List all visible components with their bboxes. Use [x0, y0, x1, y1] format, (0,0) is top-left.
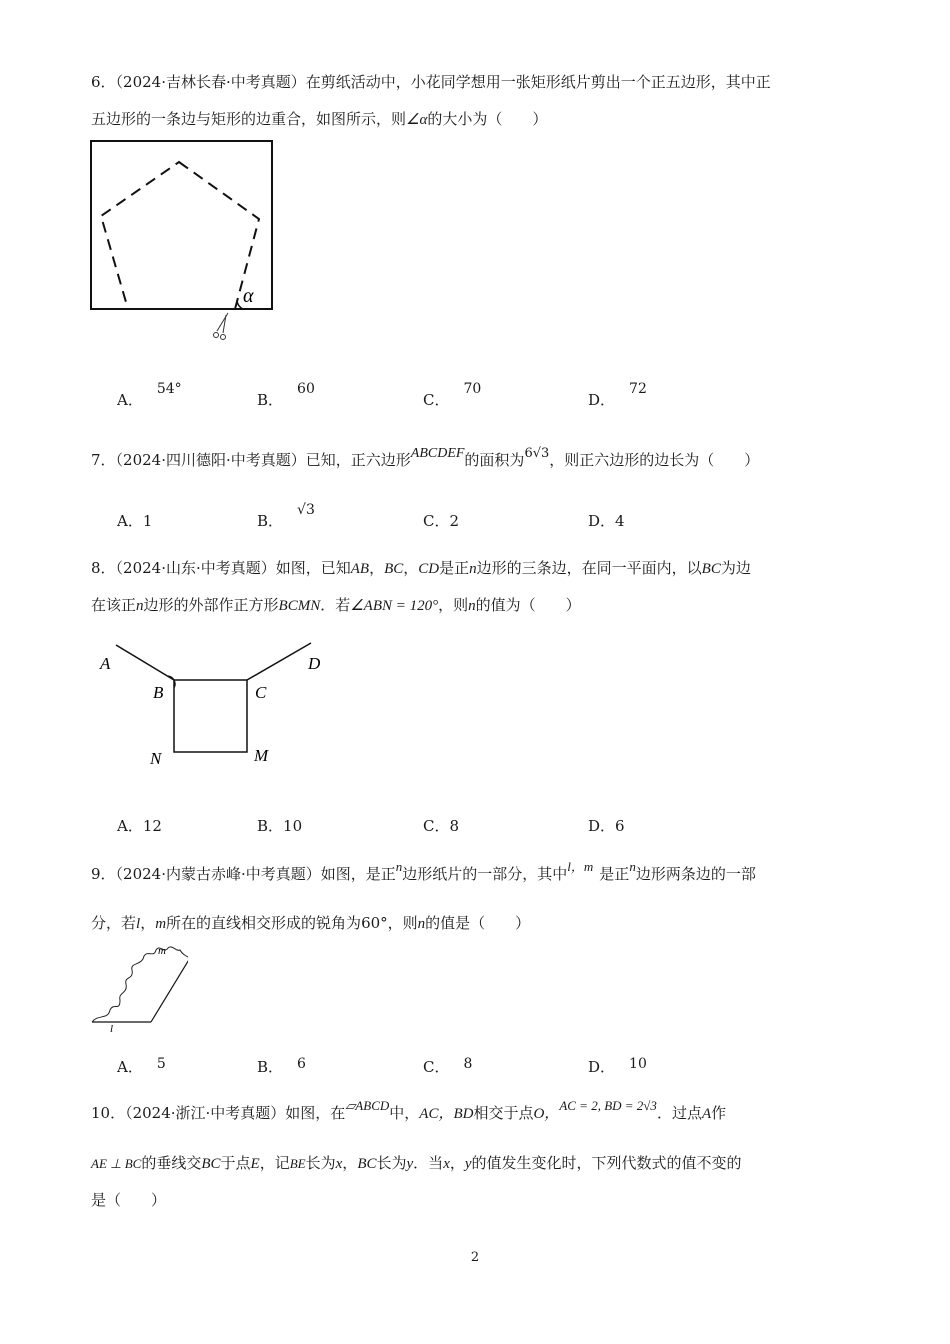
seg-bc: BC: [201, 1156, 221, 1172]
q7-polygon: ABCDEF: [410, 446, 465, 461]
option-letter: B．: [257, 1058, 284, 1076]
q6-stem-line2: [91, 109, 547, 130]
var-n: n: [629, 859, 636, 874]
option-letter: C．: [423, 512, 450, 530]
perp-ae-bc: AE ⊥ BC: [91, 1156, 142, 1171]
scissors-icon: [214, 313, 229, 340]
pentagon-dashed: [101, 162, 259, 309]
q10-text-2: 中，: [389, 1104, 420, 1122]
comma: ，: [369, 559, 385, 577]
q9-text-6: 所在的直线相交形成的锐角为: [166, 914, 362, 932]
segment-cd: [247, 643, 311, 680]
q7-text: 7．（2024·四川德阳·中考真题）已知，正六边形: [91, 451, 411, 469]
q10-stem-line2: [91, 1153, 742, 1174]
var-n: n: [468, 598, 476, 614]
condition: AC = 2, BD = 2√3: [559, 1098, 657, 1113]
point-e: E: [250, 1156, 260, 1172]
q9-stem-line2: [91, 913, 530, 934]
q10-stem-line3: 是（ ）: [91, 1191, 167, 1209]
option-value: 10: [283, 817, 303, 835]
option-letter: A．: [117, 391, 143, 409]
q8-text-5: 在该正: [91, 596, 137, 614]
var-n: n: [136, 598, 144, 614]
label-c: C: [255, 683, 267, 702]
q9-option-c[interactable]: [423, 1056, 472, 1077]
seg-bc: BC: [357, 1156, 377, 1172]
comma: ，: [403, 559, 419, 577]
q7-option-b[interactable]: [257, 502, 315, 531]
q9-text: 9．（2024·内蒙古赤峰·中考真题）如图，是正: [91, 865, 396, 883]
q9-text-4: 边形两条边的一部: [635, 865, 756, 883]
q8-text-6: 边形的外部作正方形: [143, 596, 279, 614]
var-n: n: [417, 916, 426, 932]
q9-option-a[interactable]: [117, 1056, 166, 1077]
option-value: 5: [156, 1056, 166, 1072]
option-letter: C．: [423, 817, 450, 835]
var-m: m: [155, 916, 167, 932]
option-letter: D．: [588, 391, 616, 409]
option-letter: D．: [588, 817, 616, 835]
option-letter: A．: [117, 1058, 143, 1076]
q10-text-8: ，记: [259, 1154, 290, 1172]
alpha-label: α: [243, 285, 254, 307]
q10-stem-line1: [91, 1098, 727, 1124]
label-a: A: [100, 654, 111, 673]
option-value: 60: [297, 381, 315, 397]
q7-option-a[interactable]: [117, 510, 152, 531]
option-value: 1: [142, 512, 153, 530]
line-m: [151, 958, 188, 1022]
q8-option-d[interactable]: [588, 815, 625, 836]
segment-ab: [116, 645, 174, 680]
q9-text-2: 边形纸片的一部分，其中: [402, 865, 568, 883]
point-a: A: [701, 1106, 712, 1122]
q9-text-3: 是正: [599, 865, 630, 883]
option-value: √3: [297, 502, 315, 518]
rectangle-paper: [91, 141, 272, 309]
q8-text-9: 的值为（ ）: [475, 596, 581, 614]
q10-text-11: ．当: [413, 1154, 444, 1172]
label-d: D: [308, 654, 321, 673]
angle-60: 60°: [361, 914, 388, 932]
q9-stem-line1: [91, 859, 756, 885]
q6-option-b[interactable]: [257, 381, 315, 410]
label-n: N: [150, 749, 162, 768]
q8-text-3: 边形的三条边，在同一平面内，以: [476, 559, 702, 577]
var-y: y: [406, 1156, 414, 1172]
q9-text-7: ，则: [387, 914, 418, 932]
option-value: 2: [449, 512, 460, 530]
q10-text-3: 相交于点: [473, 1104, 534, 1122]
q8-stem-line1: [91, 558, 751, 579]
q7-stem: [91, 446, 760, 472]
parallelogram-abcd: ▱ABCD: [345, 1098, 390, 1113]
point-o: O，: [533, 1106, 560, 1122]
q10-text: 10．（2024·浙江·中考真题）如图，在: [91, 1104, 346, 1122]
q8-figure: [90, 635, 350, 780]
q10-text-9: 长为: [305, 1154, 336, 1172]
q8-text-2: 是正: [439, 559, 470, 577]
q10-text-10: 长为: [376, 1154, 407, 1172]
seg-cd: CD: [418, 561, 440, 577]
var-x: x: [443, 1156, 450, 1172]
seg-bc: BC: [701, 561, 721, 577]
option-value: 4: [615, 512, 625, 530]
option-letter: C．: [423, 391, 450, 409]
var-lm: l，m: [567, 859, 594, 874]
option-value: 54°: [156, 381, 182, 397]
q8-option-c[interactable]: [423, 815, 459, 836]
label-m: M: [254, 746, 269, 765]
comma: ，: [140, 914, 156, 932]
var-l: l: [136, 916, 141, 932]
option-letter: B．: [257, 817, 284, 835]
q6-option-d[interactable]: [588, 381, 647, 410]
option-value: 8: [449, 817, 460, 835]
q7-area: 6√3: [524, 446, 550, 461]
label-l: l: [110, 1023, 114, 1035]
q10-text-12: 的值发生变化时，下列代数式的值不变的: [471, 1154, 742, 1172]
option-value: 70: [463, 381, 482, 397]
diagonals: AC，BD: [419, 1106, 474, 1122]
q10-text-6: 的垂线交: [141, 1154, 202, 1172]
q10-text-7: 于点: [220, 1154, 251, 1172]
q7-option-c[interactable]: [423, 510, 459, 531]
q6-figure: [80, 135, 290, 350]
var-y: y: [464, 1156, 472, 1172]
q9-text-8: 的值是（ ）: [425, 914, 531, 932]
q8-stem-line2: [91, 595, 581, 616]
option-letter: A．: [117, 817, 143, 835]
q8-text-7: ．若: [320, 596, 351, 614]
q6-stem-line1: 6．（2024·吉林长春·中考真题）在剪纸活动中，小花同学想用一张矩形纸片剪出一个正五边形，其中正: [91, 73, 771, 91]
q7-text-2: 的面积为: [464, 451, 525, 469]
option-value: 72: [629, 381, 647, 397]
q9-option-b[interactable]: [257, 1056, 306, 1077]
q10-text-5: 作: [711, 1104, 727, 1122]
option-value: 10: [629, 1056, 647, 1072]
q6-text: 五边形的一条边与矩形的边重合，如图所示，则: [91, 110, 407, 128]
angle-abn: ∠ABN = 120°: [350, 598, 439, 614]
comma: ，: [342, 1154, 358, 1172]
q6-angle: ∠α: [406, 112, 428, 128]
option-value: 6: [297, 1056, 306, 1072]
var-x: x: [335, 1156, 343, 1172]
seg-ab: AB: [350, 561, 370, 577]
square-bcmn-shape: [174, 680, 247, 752]
label-b: B: [153, 683, 164, 702]
q8-text-8: ，则: [438, 596, 469, 614]
comma: ，: [449, 1154, 465, 1172]
var-n: n: [395, 859, 403, 874]
q8-text: 8．（2024·山东·中考真题）如图，已知: [91, 559, 351, 577]
option-letter: A．: [117, 512, 143, 530]
option-letter: B．: [257, 391, 284, 409]
option-value: 6: [615, 817, 625, 835]
q6-option-a[interactable]: [117, 381, 182, 410]
option-letter: B．: [257, 512, 284, 530]
seg-be: BE: [289, 1156, 306, 1171]
q6-option-c[interactable]: [423, 381, 482, 410]
option-letter: C．: [423, 1058, 450, 1076]
q8-option-a[interactable]: [117, 815, 162, 836]
q9-figure: [88, 940, 188, 1035]
page-number: 2: [470, 1250, 480, 1265]
q8-option-b[interactable]: [257, 815, 302, 836]
q9-text-5: 分，若: [91, 914, 137, 932]
q6-text-end: 的大小为（ ）: [427, 110, 548, 128]
option-letter: D．: [588, 1058, 616, 1076]
seg-bc: BC: [384, 561, 404, 577]
label-m: m: [158, 945, 166, 957]
q7-option-d[interactable]: [588, 510, 625, 531]
option-value: 8: [463, 1056, 473, 1072]
q8-text-4: 为边: [720, 559, 751, 577]
var-n: n: [469, 561, 477, 577]
option-value: 12: [142, 817, 162, 835]
q9-option-d[interactable]: [588, 1056, 647, 1077]
option-letter: D．: [588, 512, 616, 530]
q10-text-4: ．过点: [656, 1104, 702, 1122]
q7-text-3: ，则正六边形的边长为（ ）: [549, 451, 760, 469]
square-bcmn: BCMN: [278, 598, 321, 614]
